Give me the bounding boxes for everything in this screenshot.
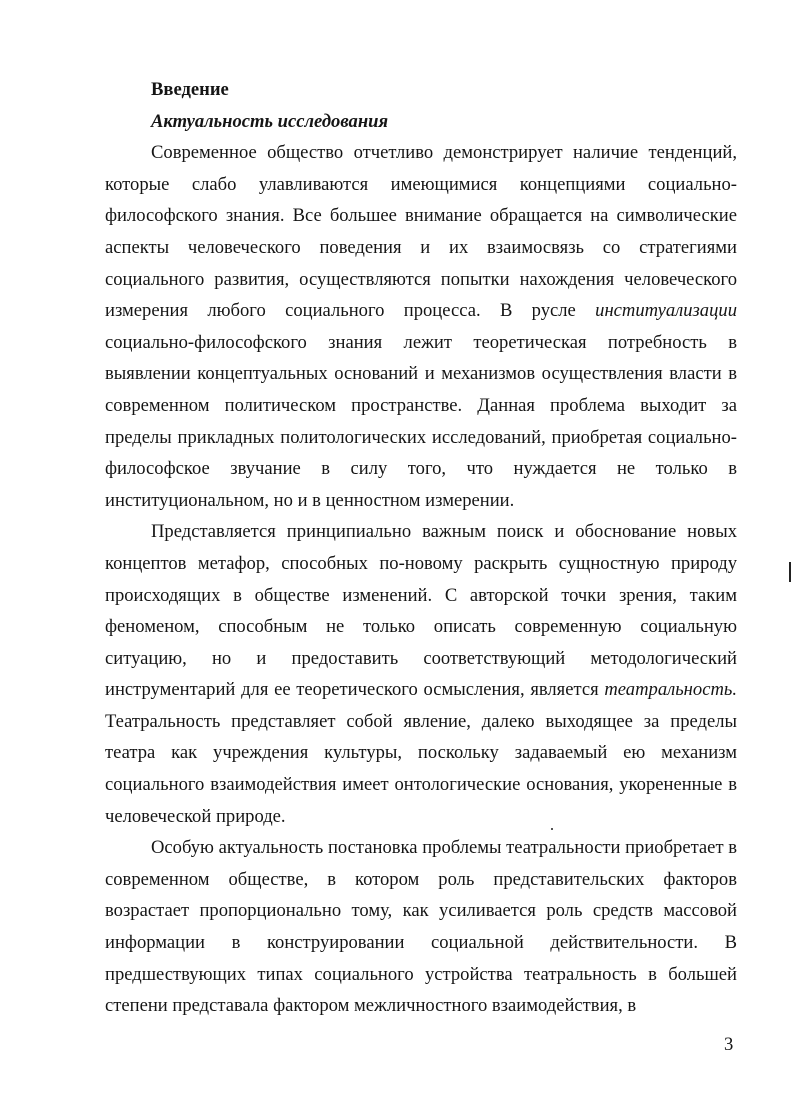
paragraph-3-text: Особую актуальность постановка проблемы театральности приобретает в современном обществе, в котором роль представительских факторов возрастает пропорционально тому, как усиливается роль средств массовой информации в конструировании социальной действительности. В предшествующих типах социального устройства театральность в большей степени представала фактором межличностного взаимодействия, в xyxy=(105,837,737,1017)
paragraph-2-emphasis: театральность. xyxy=(604,679,737,701)
body-text xyxy=(105,74,737,1022)
scan-speck xyxy=(551,828,553,830)
section-heading: Введение xyxy=(151,79,229,100)
paragraph-1-text-a: Современное общество отчетливо демонстрирует наличие тенденций, которые слабо улавливаются имеющимися концепциями социально-философского знания. Все большее внимание обращается на символические аспекты человеческого поведения и их взаимосвязь со стратегиями социального развития, осуществляются попытки нахождения человеческого измерения любого социального процесса. В русле xyxy=(105,142,737,322)
paragraph-1-emphasis: институализации xyxy=(595,300,737,322)
paragraph-1 xyxy=(105,137,737,516)
paragraph-3 xyxy=(105,832,737,1022)
margin-scan-mark xyxy=(789,562,791,582)
page-number: 3 xyxy=(724,1034,734,1055)
section-subheading: Актуальность исследования xyxy=(151,110,389,132)
paragraph-2-text-a: Представляется принципиально важным поиск и обоснование новых концептов метафор, способных по-новому раскрыть сущностную природу происходящих в обществе изменений. С авторской точки зрения, таким феноменом, способным не только описать современную социальную ситуацию, но и предоставить соответствующий методологический инструментарий для ее теоретического осмысления, является xyxy=(105,521,737,701)
paragraph-2-text-b: Театральность представляет собой явление, далеко выходящее за пределы театра как учреждения культуры, поскольку задаваемый ею механизм социального взаимодействия имеет онтологические основания, укорененные в человеческой природе. xyxy=(105,710,737,827)
paragraph-1-text-b: социально-философского знания лежит теоретическая потребность в выявлении концептуальных оснований и механизмов осуществления власти в современном политическом пространстве. Данная проблема выходит за пределы прикладных политологических исследований, приобретая социально-философское звучание в силу того, что нуждается не только в институциональном, но и в ценностном измерении. xyxy=(105,331,737,511)
paragraph-2 xyxy=(105,516,737,832)
